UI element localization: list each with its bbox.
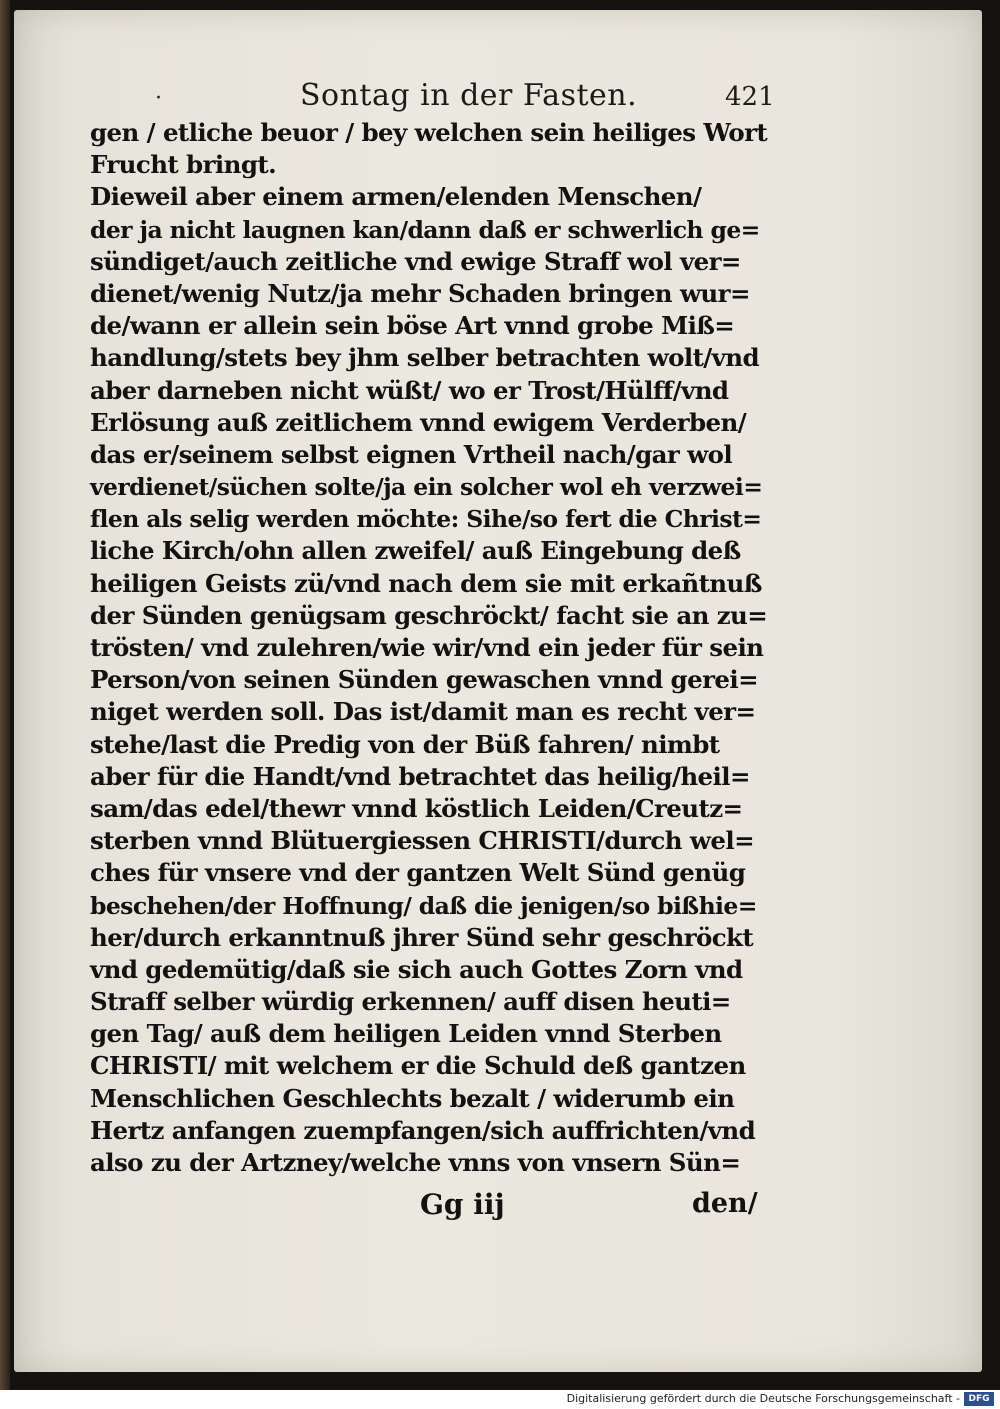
running-title: Sontag in der Fasten. bbox=[300, 78, 638, 113]
text-line: Hertz anfangen zuempfangen/sich auffrichten/vnd bbox=[90, 1115, 756, 1145]
page-number: 421 bbox=[725, 82, 775, 112]
signature-mark: Gg iij bbox=[420, 1188, 505, 1221]
text-line: flen als selig werden möchte: Sihe/so fert die Christ= bbox=[90, 505, 762, 534]
text-line: handlung/stets bey jhm selber betrachten wolt/vnd bbox=[90, 343, 760, 373]
text-line: sterben vnnd Blütuergiessen CHRISTI/durch wel= bbox=[90, 826, 755, 856]
text-line: CHRISTI/ mit welchem er die Schuld deß gantzen bbox=[90, 1051, 746, 1081]
text-line: sam/das edel/thewr vnnd köstlich Leiden/Creutz= bbox=[90, 793, 743, 823]
dfg-logo: DFG bbox=[964, 1392, 994, 1406]
text-line: trösten/ vnd zulehren/wie wir/vnd ein jeder für sein bbox=[90, 633, 764, 662]
text-line: der Sünden genügsam geschröckt/ facht sie an zu= bbox=[90, 600, 768, 630]
text-line: der ja nicht laugnen kan/dann daß er schwerlich ge= bbox=[90, 215, 760, 244]
text-line: also zu der Artzney/welche vnns von vnsern Sün= bbox=[90, 1148, 741, 1177]
text-line: Dieweil aber einem armen/elenden Menschen/ bbox=[90, 182, 702, 212]
text-line: dienet/wenig Nutz/ja mehr Schaden bringen wur= bbox=[90, 278, 750, 308]
text-line: liche Kirch/ohn allen zweifel/ auß Eingebung deß bbox=[90, 536, 741, 566]
body-text bbox=[90, 117, 770, 1179]
text-line: de/wann er allein sein böse Art vnnd grobe Miß= bbox=[90, 311, 735, 341]
text-line: heiligen Geists zü/vnd nach dem sie mit erkañtnuß bbox=[90, 568, 762, 598]
text-line: beschehen/der Hoffnung/ daß die jenigen/so bißhie= bbox=[90, 891, 757, 920]
footer-credit: Digitalisierung gefördert durch die Deutsche Forschungsgemeinschaft - bbox=[566, 1392, 960, 1405]
book-spine-edge bbox=[0, 0, 10, 1390]
text-line: vnd gedemütig/daß sie sich auch Gottes Zorn vnd bbox=[90, 954, 743, 984]
text-line: sündiget/auch zeitliche vnd ewige Straff wol ver= bbox=[90, 246, 741, 276]
text-line: niget werden soll. Das ist/damit man es recht ver= bbox=[90, 697, 756, 727]
text-line: gen Tag/ auß dem heiligen Leiden vnnd Sterben bbox=[90, 1019, 722, 1049]
header-mark: · bbox=[155, 86, 162, 111]
text-line: aber für die Handt/vnd betrachtet das heilig/heil= bbox=[90, 761, 750, 791]
text-line: Menschlichen Geschlechts bezalt / widerumb ein bbox=[90, 1083, 735, 1113]
text-line: verdienet/süchen solte/ja ein solcher wol eh verzwei= bbox=[90, 473, 763, 502]
text-line: her/durch erkanntnuß jhrer Sünd sehr geschröckt bbox=[90, 922, 754, 952]
text-line: stehe/last die Predig von der Büß fahren/ nimbt bbox=[90, 729, 720, 759]
text-line: gen / etliche beuor / bey welchen sein heiliges Wort bbox=[90, 118, 768, 147]
text-line: Frucht bringt. bbox=[90, 150, 276, 180]
text-line: aber darneben nicht wüßt/ wo er Trost/Hülff/vnd bbox=[90, 375, 729, 405]
text-line: Straff selber würdig erkennen/ auff disen heuti= bbox=[90, 987, 731, 1017]
text-line: ches für vnsere vnd der gantzen Welt Sünd genüg bbox=[90, 858, 746, 888]
text-line: Erlösung auß zeitlichem vnnd ewigem Verderben/ bbox=[90, 407, 747, 437]
catchword: den/ bbox=[692, 1188, 758, 1219]
digitization-footer bbox=[0, 1390, 1000, 1409]
text-line: Person/von seinen Sünden gewaschen vnnd gerei= bbox=[90, 665, 758, 695]
text-line: das er/seinem selbst eignen Vrtheil nach/gar wol bbox=[90, 439, 733, 469]
